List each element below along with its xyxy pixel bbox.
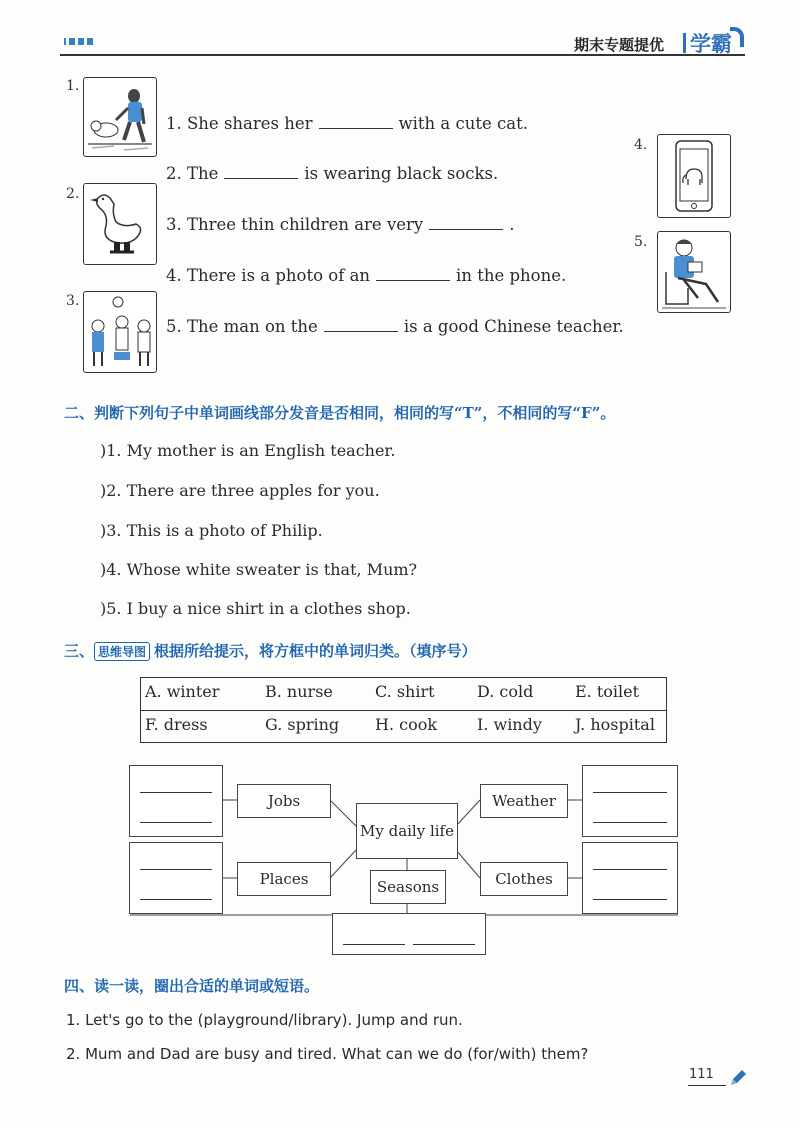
part2-title: 二、判断下列句子中单词画线部分发音是否相同，相同的写“T”，不相同的写“F”。 xyxy=(64,404,616,422)
pic-number-1: 1. xyxy=(66,78,80,94)
pic-number-5: 5. xyxy=(634,234,648,250)
word-i: I. windy xyxy=(477,715,542,734)
pencil-icon xyxy=(728,1068,748,1088)
sentence-3-pre: Three thin children are very xyxy=(187,215,424,234)
judge-item-1-text: 1. My mother is an English teacher. xyxy=(106,441,396,460)
judge-item-4-text: 4. Whose white sweater is that, Mum? xyxy=(106,560,418,579)
sentence-5-pre: The man on the xyxy=(187,317,318,336)
judge-item-5: )5. I buy a nice shirt in a clothes shop. xyxy=(100,599,411,618)
circle-item-1: 1. Let's go to the (playground/library). Jump and run. xyxy=(66,1011,463,1029)
part3-prefix: 三、 xyxy=(64,642,95,660)
node-seasons: Seasons xyxy=(370,870,446,904)
sentence-1-post: with a cute cat. xyxy=(398,114,528,133)
word-j: J. hospital xyxy=(575,715,655,734)
node-weather: Weather xyxy=(480,784,568,818)
answer-box-clothes[interactable] xyxy=(582,842,678,914)
sentence-1-num: 1. xyxy=(166,114,182,133)
part4-title: 四、读一读，圈出合适的单词或短语。 xyxy=(64,977,320,995)
answer-box-jobs[interactable] xyxy=(129,765,223,837)
answer-box-seasons[interactable] xyxy=(332,913,486,955)
sentence-4-num: 4. xyxy=(166,266,182,285)
word-a: A. winter xyxy=(145,682,220,701)
answer-box-places[interactable] xyxy=(129,842,223,914)
sentence-3-post: . xyxy=(509,215,515,234)
node-clothes: Clothes xyxy=(480,862,568,896)
sentence-3-num: 3. xyxy=(166,215,182,234)
word-h: H. cook xyxy=(375,715,438,734)
judge-item-3-text: 3. This is a photo of Philip. xyxy=(106,521,323,540)
sentence-2-post: is wearing black socks. xyxy=(304,164,499,183)
word-d: D. cold xyxy=(477,682,534,701)
circle-item-2: 2. Mum and Dad are busy and tired. What can we do (for/with) them? xyxy=(66,1045,589,1063)
sentence-5-num: 5. xyxy=(166,317,182,336)
judge-item-1: )1. My mother is an English teacher. xyxy=(100,441,396,460)
word-g: G. spring xyxy=(265,715,340,734)
sentence-1-pre: She shares her xyxy=(187,114,313,133)
word-f: F. dress xyxy=(145,715,208,734)
sentence-4-pre: There is a photo of an xyxy=(187,266,371,285)
word-e: E. toilet xyxy=(575,682,640,701)
judge-item-2: )2. There are three apples for you. xyxy=(100,481,380,500)
judge-item-4: )4. Whose white sweater is that, Mum? xyxy=(100,560,418,579)
sentence-2-pre: The xyxy=(187,164,219,183)
header-brand: 学霸 xyxy=(690,32,732,56)
judge-item-2-text: 2. There are three apples for you. xyxy=(106,481,380,500)
node-jobs: Jobs xyxy=(237,784,331,818)
part3-instruction: 根据所给提示，将方框中的单词归类。（填序号） xyxy=(154,642,477,660)
sentence-5-post: is a good Chinese teacher. xyxy=(403,317,624,336)
sentence-2-num: 2. xyxy=(166,164,182,183)
page-rule xyxy=(688,1085,726,1086)
pic-number-3: 3. xyxy=(66,293,80,309)
word-b: B. nurse xyxy=(265,682,333,701)
header-title: 期末专题提优 xyxy=(574,36,665,54)
pic-number-2: 2. xyxy=(66,186,80,202)
page-number: 111 xyxy=(689,1067,714,1082)
pic-number-4: 4. xyxy=(634,137,648,153)
mindmap-tag: 思维导图 xyxy=(94,642,150,661)
answer-box-weather[interactable] xyxy=(582,765,678,837)
node-my-daily-life: My daily life xyxy=(356,803,458,859)
word-c: C. shirt xyxy=(375,682,435,701)
node-places: Places xyxy=(237,862,331,896)
judge-item-3: )3. This is a photo of Philip. xyxy=(100,521,323,540)
sentence-4-post: in the phone. xyxy=(456,266,567,285)
judge-item-5-text: 5. I buy a nice shirt in a clothes shop. xyxy=(106,599,411,618)
